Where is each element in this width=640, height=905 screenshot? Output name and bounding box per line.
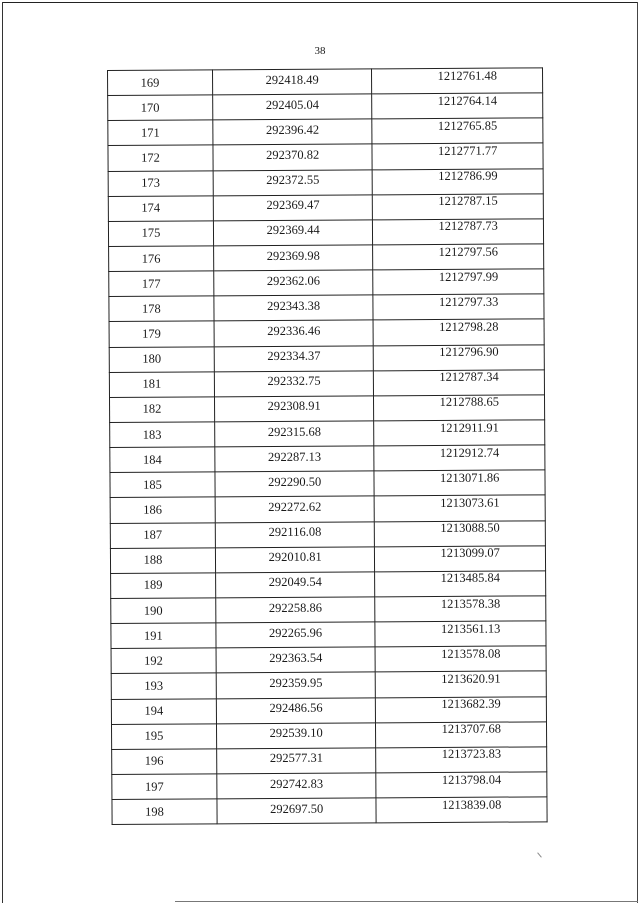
point-number-text: 184 [142,452,162,467]
point-number-text: 169 [140,75,160,90]
page-number: 38 [314,45,326,57]
y-coordinate-cell [374,395,545,421]
point-number-text: 193 [144,678,164,693]
x-coordinate-text: 292486.56 [269,700,323,716]
table-row [110,470,545,498]
y-coordinate-text: 1212787.15 [438,193,498,209]
table-row [111,671,546,699]
table-row [111,721,546,749]
point-number-cell [110,472,215,498]
point-number-cell [108,70,213,96]
x-coordinate-text: 292539.10 [269,725,323,741]
x-coordinate-cell [214,396,374,422]
y-coordinate-text: 1212788.65 [439,395,499,410]
y-coordinate-text: 1213088.50 [440,520,500,536]
x-coordinate-cell [216,647,376,673]
y-coordinate-cell [376,772,547,798]
y-coordinate-text: 1212911.91 [439,420,499,435]
point-number-cell [111,698,216,724]
table-row [108,143,543,171]
table-row [111,596,546,624]
point-number-cell [110,497,215,523]
table-row [108,68,543,96]
table-row [109,370,544,398]
point-number-cell [110,447,215,473]
table-row [112,772,547,800]
table-row [110,546,545,574]
x-coordinate-cell [215,471,375,497]
y-coordinate-cell [374,344,545,370]
point-number-text: 173 [141,175,161,190]
y-coordinate-text: 1212912.74 [439,445,500,460]
x-coordinate-text: 292258.86 [268,600,323,615]
x-coordinate-text: 292369.98 [266,248,320,263]
x-coordinate-text: 292405.04 [265,97,319,112]
x-coordinate-cell [216,723,376,749]
point-number-cell [108,95,213,121]
x-coordinate-cell [217,748,377,774]
point-number-cell [112,749,217,775]
point-number-cell [108,120,213,146]
table-row [108,219,543,247]
point-number-cell [111,648,216,674]
y-coordinate-cell [372,118,543,144]
table-row [111,621,546,649]
y-coordinate-cell [372,143,543,169]
y-coordinate-text: 1213620.91 [441,671,501,686]
x-coordinate-cell [215,446,375,472]
x-coordinate-cell [215,572,375,598]
point-number-cell [112,774,217,800]
y-coordinate-text: 1213682.39 [441,696,501,712]
y-coordinate-text: 1213707.68 [441,721,501,737]
y-coordinate-text: 1212787.73 [438,219,498,234]
table-row [109,294,544,322]
x-coordinate-text: 292334.37 [267,348,321,364]
y-coordinate-text: 1212765.85 [437,118,498,133]
table-row [110,445,545,473]
x-coordinate-text: 292577.31 [269,751,323,766]
y-coordinate-text: 1212797.56 [438,244,499,259]
y-coordinate-text: 1212771.77 [437,143,498,158]
page-border-right [637,2,638,903]
y-coordinate-cell [375,646,546,672]
y-coordinate-text: 1212761.48 [437,68,497,83]
table-row [111,696,546,724]
point-number-cell [108,221,213,247]
table-row [108,168,543,196]
y-coordinate-text: 1213578.08 [441,646,501,661]
point-number-cell [109,372,214,398]
x-coordinate-text: 292418.49 [265,72,319,87]
y-coordinate-text: 1213723.83 [441,746,502,762]
point-number-text: 172 [141,150,160,165]
y-coordinate-cell [373,168,544,194]
y-coordinate-text: 1212797.99 [438,269,499,284]
table-row [109,244,544,272]
x-coordinate-cell [216,672,376,698]
table-row [109,269,544,297]
y-coordinate-cell [374,445,545,471]
x-coordinate-text: 292265.96 [268,625,323,640]
page-border-bottom [175,901,638,902]
coordinate-table [107,67,548,825]
x-coordinate-cell [213,195,373,221]
point-number-text: 188 [143,552,163,568]
table-row [112,797,547,825]
point-number-cell [109,321,214,347]
x-coordinate-text: 292697.50 [270,801,324,816]
point-number-text: 178 [141,301,161,316]
x-coordinate-cell [213,144,373,170]
point-number-text: 182 [142,402,162,417]
point-number-cell [108,145,213,171]
y-coordinate-cell [375,571,546,597]
x-coordinate-cell [214,371,374,397]
point-number-text: 198 [145,804,164,819]
point-number-text: 197 [144,779,164,794]
y-coordinate-text: 1212764.14 [437,93,498,108]
x-coordinate-cell [214,320,374,346]
table-row [109,344,544,372]
x-coordinate-text: 292290.50 [268,474,322,489]
x-coordinate-text: 292359.95 [269,675,323,690]
x-coordinate-text: 292315.68 [267,424,321,439]
page-border-top [2,2,638,3]
table-row [112,747,547,775]
x-coordinate-text: 292336.46 [267,323,321,338]
y-coordinate-cell [373,194,544,220]
point-number-cell [109,271,214,297]
table-row [108,118,543,146]
table-row [111,646,546,674]
point-number-cell [109,397,214,423]
point-number-cell [110,422,215,448]
x-coordinate-text: 292010.81 [268,549,322,565]
table-row [110,495,545,523]
point-number-text: 177 [141,276,161,291]
x-coordinate-cell [216,622,376,648]
x-coordinate-cell [213,169,373,195]
point-number-text: 187 [143,527,163,542]
x-coordinate-cell [215,521,375,547]
y-coordinate-cell [373,269,544,295]
x-coordinate-text: 292369.47 [266,197,320,213]
y-coordinate-text: 1213099.07 [440,545,500,561]
point-number-cell [109,296,214,322]
point-number-text: 186 [143,502,163,517]
x-coordinate-text: 292272.62 [268,499,322,514]
point-number-text: 181 [142,376,162,392]
x-coordinate-text: 292363.54 [269,650,323,665]
x-coordinate-text: 292308.91 [267,399,321,414]
y-coordinate-cell [376,721,547,747]
point-number-text: 170 [140,100,160,115]
y-coordinate-cell [375,621,546,647]
point-number-text: 185 [143,477,162,492]
y-coordinate-text: 1212786.99 [438,168,498,184]
point-number-text: 189 [143,578,163,593]
point-number-cell [111,573,216,599]
scan-speck [537,852,542,857]
y-coordinate-cell [373,219,544,245]
y-coordinate-cell [372,93,543,119]
y-coordinate-cell [376,696,547,722]
y-coordinate-cell [373,319,544,345]
x-coordinate-cell [217,798,377,824]
x-coordinate-cell [213,220,373,246]
point-number-cell [111,673,216,699]
x-coordinate-cell [215,547,375,573]
point-number-text: 183 [142,427,162,442]
x-coordinate-text: 292369.44 [266,223,320,238]
x-coordinate-text: 292116.08 [268,524,322,540]
point-number-cell [112,799,217,825]
point-number-cell [108,196,213,222]
y-coordinate-text: 1213485.84 [440,570,501,586]
table-row [111,571,546,599]
y-coordinate-cell [375,546,546,572]
point-number-cell [111,598,216,624]
x-coordinate-text: 292396.42 [265,122,320,137]
table-row [110,420,545,448]
point-number-cell [109,246,214,272]
x-coordinate-cell [217,773,377,799]
x-coordinate-text: 292332.75 [267,373,321,389]
y-coordinate-text: 1212796.90 [439,344,499,360]
y-coordinate-cell [375,495,546,521]
x-coordinate-cell [213,119,373,145]
x-coordinate-cell [214,295,374,321]
point-number-text: 192 [144,653,163,668]
y-coordinate-cell [376,747,547,773]
x-coordinate-text: 292287.13 [267,449,322,464]
point-number-cell [111,724,216,750]
table-row [110,520,545,548]
y-coordinate-cell [375,520,546,546]
point-number-text: 176 [141,251,161,266]
x-coordinate-text: 292343.38 [266,298,321,313]
y-coordinate-text: 1212797.33 [438,294,499,309]
table-row [108,93,543,121]
y-coordinate-text: 1213073.61 [440,495,500,510]
x-coordinate-text: 292362.06 [266,273,321,288]
y-coordinate-text: 1213578.38 [440,596,501,611]
point-number-cell [110,522,215,548]
point-number-text: 195 [144,728,164,744]
y-coordinate-cell [374,370,545,396]
point-number-cell [111,623,216,649]
y-coordinate-cell [374,420,545,446]
x-coordinate-cell [214,345,374,371]
x-coordinate-cell [213,245,373,271]
page-border-left [2,2,3,903]
y-coordinate-cell [374,470,545,496]
point-number-text: 180 [142,351,162,366]
point-number-text: 191 [143,628,163,643]
y-coordinate-cell [373,294,544,320]
point-number-text: 175 [141,226,161,241]
y-coordinate-text: 1213798.04 [441,772,502,787]
y-coordinate-cell [373,244,544,270]
y-coordinate-text: 1212798.28 [439,319,499,334]
x-coordinate-cell [216,697,376,723]
x-coordinate-text: 292742.83 [269,776,324,791]
point-number-cell [108,170,213,196]
x-coordinate-text: 292372.55 [266,172,320,188]
coordinate-table-body [108,68,548,825]
point-number-text: 171 [140,125,160,140]
y-coordinate-cell [376,671,547,697]
table-row [109,395,544,423]
y-coordinate-text: 1213071.86 [439,470,500,485]
y-coordinate-text: 1212787.34 [439,369,499,385]
table-row [108,194,543,222]
y-coordinate-cell [372,68,543,94]
x-coordinate-cell [216,597,376,623]
point-number-text: 179 [142,326,161,341]
x-coordinate-text: 292049.54 [268,575,322,590]
point-number-text: 194 [144,703,164,718]
point-number-text: 174 [141,200,161,216]
x-coordinate-text: 292370.82 [266,147,320,163]
x-coordinate-cell [214,270,374,296]
x-coordinate-cell [212,69,372,95]
y-coordinate-text: 1213839.08 [441,797,502,812]
y-coordinate-text: 1213561.13 [440,621,501,636]
point-number-cell [109,346,214,372]
x-coordinate-cell [215,421,375,447]
point-number-text: 196 [144,754,164,769]
point-number-text: 190 [143,603,163,618]
table-row [109,319,544,347]
x-coordinate-cell [215,496,375,522]
y-coordinate-cell [375,596,546,622]
point-number-cell [110,548,215,574]
y-coordinate-cell [376,797,547,823]
x-coordinate-cell [213,94,373,120]
